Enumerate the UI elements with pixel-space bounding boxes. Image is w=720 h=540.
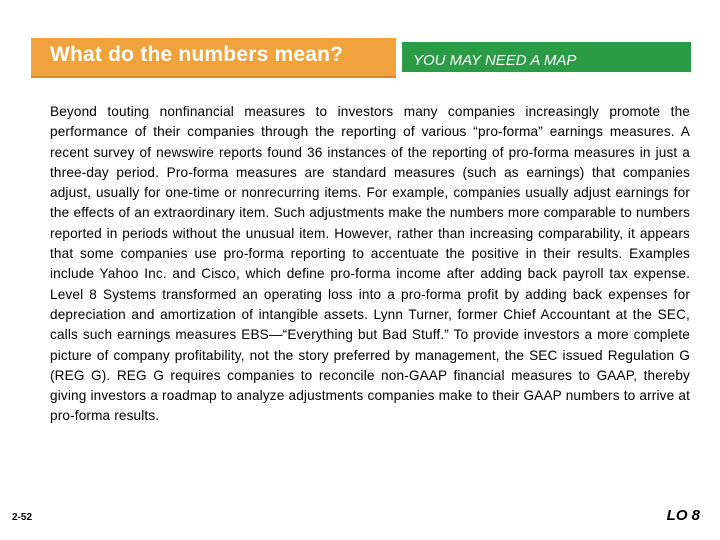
- banner-subtitle: YOU MAY NEED A MAP: [413, 52, 577, 69]
- banner-subtitle-box: [402, 42, 691, 72]
- banner-title: What do the numbers mean?: [50, 43, 344, 66]
- banner-title-box: [31, 38, 396, 78]
- body-paragraph: Beyond touting nonfinancial measures to investors many companies increasingly promote the performance of their companies through the reporting of various “pro-forma” earnings measures. A recent survey of newswire reports found 36 instances of the reporting of pro-forma measures in just a three-day period. Pro-forma measures are standard measures (such as earnings) that companies adjust, usually for one-time or nonrecurring items. For example, companies usually adjust earnings for the effects of an extraordinary item. Such adjustments make the numbers more comparable to numbers reported in periods without the unusual item. However, rather than increasing comparability, it appears that some companies use pro-forma reporting to accentuate the positive in their results. Examples include Yahoo Inc. and Cisco, which define pro-forma income after adding back payroll tax expense. Level 8 Systems transformed an operating loss into a pro-forma profit by adding back expenses for depreciation and amortization of intangible assets. Lynn Turner, former Chief Accountant at the SEC, calls such earnings measures EBS—“Everything but Bad Stuff.” To provide investors a more complete picture of company profitability, not the story preferred by management, the SEC issued Regulation G (REG G). REG G requires companies to reconcile non-GAAP financial measures to GAAP, thereby giving investors a roadmap to analyze adjustments companies make to their GAAP numbers to arrive at pro-forma results.: [50, 104, 690, 424]
- slide-number: 2-52: [12, 512, 33, 523]
- section-banner: [31, 38, 691, 78]
- learning-objective-tag: LO 8: [666, 507, 700, 524]
